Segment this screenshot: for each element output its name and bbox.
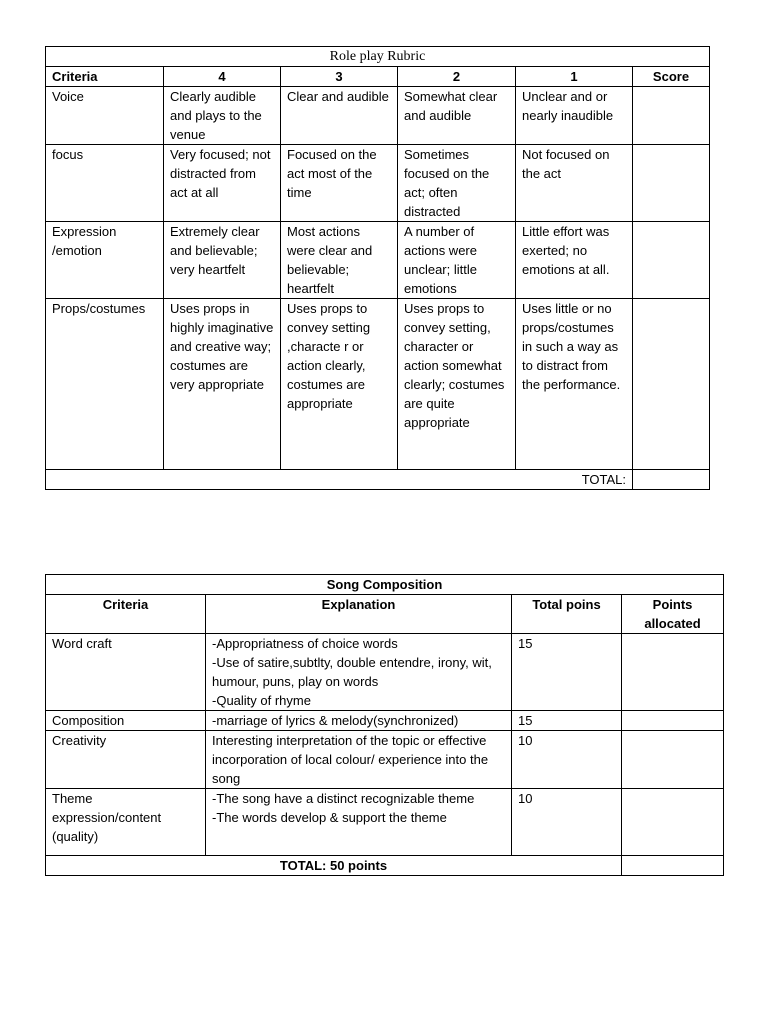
criteria-cell: Expression /emotion [46,222,164,299]
level-3-cell: Focused on the act most of the time [281,145,398,222]
explanation-cell: -marriage of lyrics & melody(synchronized) [206,711,512,731]
criteria-cell: Creativity [46,731,206,789]
total-points-cell: 15 [512,634,622,711]
header-score-3: 3 [281,67,398,87]
level-1-cell: Unclear and or nearly inaudible [516,87,633,145]
header-criteria: Criteria [46,67,164,87]
song-title-row [46,575,724,595]
score-cell[interactable] [633,299,710,470]
role-play-rubric-table [45,46,710,490]
header-explanation: Explanation [206,595,512,634]
total-points-cell: 10 [512,789,622,856]
level-3-cell: Most actions were clear and believable; heartfelt [281,222,398,299]
level-1-cell: Little effort was exerted; no emotions at all. [516,222,633,299]
criteria-cell: focus [46,145,164,222]
header-score: Score [633,67,710,87]
level-4-cell: Uses props in highly imaginative and creative way; costumes are very appropriate [164,299,281,470]
song-header-row [46,595,724,634]
level-2-cell: A number of actions were unclear; little emotions [398,222,516,299]
criteria-cell: Props/costumes [46,299,164,470]
table-row [46,145,710,222]
table-row [46,299,710,470]
explanation-cell: -The song have a distinct recognizable theme -The words develop & support the theme [206,789,512,856]
table-row [46,789,724,856]
song-total-label: TOTAL: 50 points [46,856,622,876]
role-play-title: Role play Rubric [46,47,710,67]
level-4-cell: Very focused; not distracted from act at all [164,145,281,222]
level-2-cell: Uses props to convey setting, character or action somewhat clearly; costumes are quite appropriate [398,299,516,470]
total-points-cell: 15 [512,711,622,731]
table-row [46,731,724,789]
table-row [46,634,724,711]
points-allocated-cell[interactable] [622,711,724,731]
criteria-cell: Voice [46,87,164,145]
level-4-cell: Extremely clear and believable; very heartfelt [164,222,281,299]
role-play-total-label: TOTAL: [46,470,633,490]
table-row [46,87,710,145]
table-row [46,711,724,731]
header-score-2: 2 [398,67,516,87]
level-3-cell: Uses props to convey setting ,characte r or action clearly, costumes are appropriate [281,299,398,470]
role-play-header-row [46,67,710,87]
level-1-cell: Uses little or no props/costumes in such a way as to distract from the performance. [516,299,633,470]
header-score-1: 1 [516,67,633,87]
criteria-cell: Word craft [46,634,206,711]
points-allocated-cell[interactable] [622,634,724,711]
score-cell[interactable] [633,145,710,222]
table-row [46,222,710,299]
explanation-cell: Interesting interpretation of the topic or effective incorporation of local colour/ experience into the song [206,731,512,789]
explanation-cell: -Appropriatness of choice words -Use of satire,subtlty, double entendre, irony, wit, humour, puns, play on words -Quality of rhyme [206,634,512,711]
total-points-cell: 10 [512,731,622,789]
score-cell[interactable] [633,222,710,299]
song-composition-table [45,574,724,876]
points-allocated-cell[interactable] [622,731,724,789]
header-score-4: 4 [164,67,281,87]
level-1-cell: Not focused on the act [516,145,633,222]
song-total-row [46,856,724,876]
level-4-cell: Clearly audible and plays to the venue [164,87,281,145]
role-play-title-row [46,47,710,67]
criteria-cell: Composition [46,711,206,731]
role-play-total-row [46,470,710,490]
criteria-cell: Theme expression/content (quality) [46,789,206,856]
header-points-allocated: Points allocated [622,595,724,634]
score-cell[interactable] [633,87,710,145]
role-play-total-value[interactable] [633,470,710,490]
song-total-value[interactable] [622,856,724,876]
header-criteria: Criteria [46,595,206,634]
song-title: Song Composition [46,575,724,595]
level-3-cell: Clear and audible [281,87,398,145]
level-2-cell: Sometimes focused on the act; often distracted [398,145,516,222]
points-allocated-cell[interactable] [622,789,724,856]
level-2-cell: Somewhat clear and audible [398,87,516,145]
header-total-points: Total poins [512,595,622,634]
